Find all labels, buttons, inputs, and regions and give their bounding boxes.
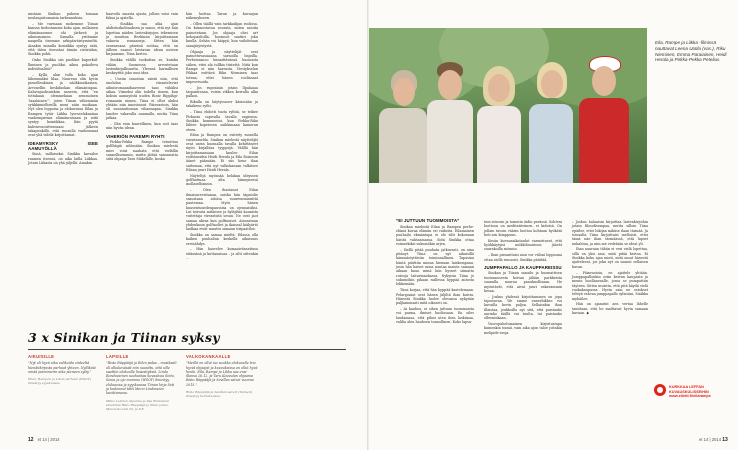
subhead: IDEAMYRSKY ISEE AAMUYÖLLÄ <box>28 140 98 151</box>
paragraph: Onko Sinikka siis puolikoi kuperkiil-lhminen ja puoliksi aikea pakoileva individualisti? <box>28 58 98 71</box>
paragraph: – Kyllä, alan tulla koko ajan lähemmäksi lilaa. Naurenu olin hyvin pienellenkinen ja näökkiosikainen. Arvonellin keskiluokan elämäntapaa. Kahvinjuoksuiskiin saneein, että ”en tottakaan olemmekaan semmoinen ’Iaaalainen’”, joten Tiinan vähemmän sytikkimielheellä meni näin muikaan. Nyt olen leppoisa ja elokuvassa Eilan ja Rampen tytär Liikka lysvseelakaniiaa vanhempiensa elämänrasiaan ja siitä syntyy komiikkaa. Itän pyytä kahvinvuosittenssani jälkeen takapenkillä, että ruusulla vanhemmat ovat yhä viilelä kirjoittamat. <box>28 72 98 138</box>
section-label: LAPSILLE <box>106 354 129 359</box>
box-section-cinema <box>186 355 258 401</box>
sidebar-box-title: 3 x Sinikan ja Tiinan syksy <box>28 330 220 345</box>
article-column-5 <box>484 220 562 336</box>
section-caption: Risto Räppääjä ja Sevillan saturi (Taimeri) ilmestyy helmikuussa. <box>186 390 253 399</box>
left-page <box>0 0 368 450</box>
section-caption: Eilan, Rampen ja Likan parhaat (WSOY) ilmestyy syyskuussa. <box>28 377 92 386</box>
paragraph: Ohjaaja ja näyttelijät ovat painottuvasiaaasa sarnoilla linjoilla. Perheissanoo kiinnittävänsä huomiota siihen, ettei ala tullkia tiistettä. Niitä kun Rampe ei niin harrasta. Viestykselan Pikkaa esittävä Riku Nieminen taas toteaa, ettei hänen roolinsaat improvisoida. <box>186 49 258 84</box>
section-quote: ”Risto Räppääjä ja Eilen palaa – musikaali oli alkukesäsää niin suosittu, että sille saattiin elokuulle lisäesityksiä. Linda Rondovainen suuhuntaa kuvaaksia Sinto, Sonia ja ojo mummo (WSOY) ilmestyy elokuussa ja syyskuussa Tiinan kirja Seti ja kadonnut tätti Mervi Lindmanin kuvittamana. <box>106 361 177 396</box>
issue-label: et 14 | 2014 <box>37 437 60 442</box>
subhead: VIHERIÖN PAREMPI RYHTI <box>106 133 165 139</box>
paragraph: – Tiina ehdotti tuota ryhtiä, se teikee Pirkasta sopivalla tavalla ongiensa. Sinikka kommentoi, kun Pirkka-Riku lähtee kopeiesen suihkimaan kameran eteen. <box>186 110 258 132</box>
subhead: ”EI JUTTUUN TUOMMOISTA” <box>396 218 460 223</box>
cast-photo <box>369 28 647 183</box>
paragraph: – Olin vain kaavellinen, kun soit taas niin hyvän idean. <box>106 121 178 131</box>
section-caption: Miiko Lehdon ohjaama ja Ilse Rontalaan sävelämä Risto Räppääjä ja Eilen palaa, Mercuski ensi 23. ja 8.8. <box>106 398 170 411</box>
promo-ad[interactable] <box>654 382 732 414</box>
paragraph: Rikulla on käytyssuovr käsissään ja takakeno rythi. <box>186 100 258 109</box>
camera-icon <box>654 384 666 396</box>
paragraph: Tiina korjaa, että hän hyppää kastelemaan. Pelargoniat ovat hänen jäljiltä ihan kuivia. Hänestä Sinikka luolee olevansa nykyään paljkammasti mitä oikeasti on. <box>396 288 474 306</box>
issue-label: et 14 | 2014 <box>699 437 722 442</box>
page-folio-right <box>699 437 732 443</box>
paragraph: – Ollen täällä vain tarkkailijan roolissa. On kiinnostavaa seurata, miten asioita painotetaan. Jos ohjaaja ohei art kohopaidoilla, huomoot saatiiri joku kuulla. Sehän voi häipyä, kun vaihdetaan sanajärjestystä. <box>186 22 258 48</box>
box-section-children <box>106 355 178 414</box>
article-column-2 <box>106 12 178 163</box>
article-column-1 <box>28 12 98 167</box>
article-column-4 <box>396 218 474 326</box>
page-number: 13 <box>722 437 728 443</box>
section-quote: ”Nyt oli hyvä aika valikoida viideeltä hienätikirjasta parhaat yhteen. Nyllikäiä mistä poimimerin aika pieneen sytty.” <box>28 361 96 374</box>
paragraph: – Joskus haluaisin kirjoittaa lastenkirjoihin jotain filosofisempaa, mutta silloin Tiina epäilee, ettei lukijan mikäse ilaan tärmää. Ja toisaalta Tiina kirjoittaisi melloisti, ettei tämä näe ilian tärmäässä, että lapset nukahtaa, ja niin me vedetään se ideat yli. <box>572 220 648 246</box>
page-number: 12 <box>28 437 34 443</box>
paragraph: – Jos rupeainin jotain Ilpalaaaa tarpaniteaan, voisin vikkea kerralla alka palkon. <box>186 85 258 99</box>
paragraph: – Päinvastoin, en ajattele yhtään. Jumppapallonkin ostin kerran kaupasta ja menin huollaavaalle, jossa se pumpattiin täyteen. Sitten muistin, että pitä käydä vielä ruokakaupassa. Hyvin sain ne ostokset tehtyä vahvaa jumppapallo sylissäni, Sinikka myhäilee. <box>572 270 648 301</box>
article-column-6 <box>572 220 648 317</box>
subhead: JUMPPAPALLO JA KAUPPAREISSU <box>484 264 562 270</box>
paragraph: Hän on ajanutut aen vertaa lähelle taiuttaan, että he malttavat hyvin samaan kuvaan. ◆ <box>572 302 648 316</box>
photo-caption: Eila, Rampe ja Liikka -filmissä nauttavat Leena Uotila (vas.), Riku Nieminen, Emma Paraiainen, Heidi Herala ja Pirkka-Pekka Petelius. <box>655 40 727 63</box>
paragraph: Sinikka välillä tuokuttaa se, kuinka vähän Suomessa arvostetaan lastenkirjallisuutta. Yleensä harmillisen keskeytttä joku uusi idea. <box>106 58 178 76</box>
paragraph: Sinikan ja Tiinan sanailu ja huomattisen tuotannosesta kortan jälään parkkeista suanalla naurau paauhnollisaan. He myöntävät, että aivat juuri vakavammin kesaa. <box>484 271 562 293</box>
article-column-3 <box>186 12 258 262</box>
paragraph: haavoilu omasta ajasta, jolloin voisi vain fuksa ja ajatella. <box>106 12 178 21</box>
paragraph: mistaan Sinikan puheen lomaan neulanpistomaisia tarkennuksia. <box>28 12 98 21</box>
paragraph: – Siellä pitää puuhata jatkuvasti, on aina pitänyt. Tiina on nyt aikuisillä hämmästyttävän toiminnallinen. Tapasina häntä päättiin minua hienuan laiskempana, josin hän kaivot mina nautaa maista samaan aikaan kuun minä luin hyvnet siimatta rutooja laiturinnokassa. Nykyisin Tiina je sukumökin pihaan raillessa hyppää autosta lekkemään. <box>396 247 474 287</box>
paragraph: Sinikka on samaa mieltä: Eilassa olla kaiken puuhailun keskellä aikuisuus eretsähdys. <box>186 233 258 246</box>
paragraph: – Me varmaan mokemme Tiinan kanssa tiedostamme koko ajan, millainen elämänasenne ohi järkevä ja aikuismainen. Samalla yritämme naapella itsemme arkipäiväistymiseltä. Ainakin minulla komiikka syntyy siitä, että täten itsessäni tämän ristiriidan, Sinikka pohti. <box>28 22 98 57</box>
section-label: VALKOKANKAALLE <box>186 354 231 359</box>
paragraph: Kesän kuvausaikataulut varmistuvat, että hyökkäytyisi mökkihuontoon jäävät suurakoilla mönnin. <box>484 238 562 252</box>
paragraph: Eilan ja Rampea on esitetty monella vuentamelda. Sinikan mielestä näyttelijät ovat usein huomalla tavalla kehittäneet myös kirjalliisa tyyppejä. Välillä hän kirjoittamassaan kuulee Eilan esittäneiden Heidi Herala ja Eila Roinesin äänet päässään. Ei siis hene ihan sattumaa, että nyt valkokansan tulkitsee Eilana juuri Heidi Herala. <box>186 133 258 173</box>
paragraph: – Ai kauhea, ei sihen juttuun tuommoista voi panna, ilmiset huolissaan. En oiles laudamasa, että pilasi uten ihen laskimaa, valilia alen hauhoen tunnollinen. Koko lapsu- <box>396 306 474 324</box>
paragraph: teni siivosin ja tomutin äidin perässä. Sohteni luottoon on meditatiiviinen, ei kidutsä. On jollain tavoin väärin luottoa kohtaan hyökätä heti sen kimppuun. <box>484 220 562 238</box>
page-folio-left <box>28 437 60 443</box>
paragraph: – Olen ihastanut Eilan ilmaisurevistanan, suisku hän täpatolie ssaustaan aitoisa suurenemisisittä pautemaa. Myös hänen kuasentunedenpaussisa on ojennaisiksi. Lui toiivata mitäesee ja hyläjttää kaunista vuitettaja vireastistä sesun. Ne ovat jaot samaa ukesa kun golfmaiset. Ainoastaan yhdenkuun golftaoliet ja ikaissal käilyärtö laulkaa eivät muuttu samaan tiripaatiloe. <box>186 188 258 232</box>
paragraph: Sinikan mielestä Eilan ja Rampen perhe-elämä kuvaa elämän eri vaiheita. Eilamainen puuhailu ekmäntapa ei ole silti kokonaan häistä vahtaamassa. Siitä Sinikka ottaa esimerkiksi sukumökin arjen. <box>396 224 474 246</box>
paragraph: – Sinikka saa aika ajan ahdistuskohtauksen ja sanoo, että nyt hän lopettaa näiden lastenkirjojen tekemisen ja muuttaa Berliiniin kirjoittamaan vakavia romaaneja. Sitten hän seuraavana päivänä soittaa, että on jälleen saanut loistavan idean uuteen kirjaamme, Tiina kertoo. <box>106 22 178 57</box>
paragraph: – Ihan pirsanttaisi aion vor viiloni loppuuna ottaa siellä rennosti, Sinikka päättää. <box>484 253 562 262</box>
box-section-adults <box>28 355 100 388</box>
paragraph: Pirkka-Pekka Rampe tetuuttaa golfbägiä selässään. Sinikan mielestä mies voisi naahata että vielällin sunnellisemmin, mutta jättää sanonnatta siitä ohjaaja Taru Mäkelälle, koska <box>106 140 178 162</box>
paragraph: Ihan nauraan tähän ei vesi vielä lopettaa, sillä on yksi asia, mitä pitää kertoa. Ei Sinikka koko ajan mieti, mitä muut hänestä ajattelevat, jos joku nyt on saanut sellaisen kuvan. <box>572 247 648 269</box>
paragraph: – Useiin innostun niistä niin, että unohdan viisasteleviat aikuisromaanihaaveeni taas vähäksi aikaa. Viimeksi olin todella itonen, kun koksin aamuyöstä uuden Rintz Ripplägi-romaanin nimen. Tiina ei ollut aluksi yhtään niin innostunut. Päinvastoin, hän oli suunnattoman vihannapan, Sinikka lanelee vakavalla naamalla, mutta Tiina jatkaa. <box>106 76 178 121</box>
promo-link[interactable]: KURKKAA LEFFAN KUVAUSKULISSEIHIN www.elletti.fi/eilarampe <box>669 385 711 399</box>
paragraph: hän luottaa Tarun ja kuvaajan näkemykseen. <box>186 12 258 21</box>
paragraph: Vuoropuhelumainen kirjoitustapa kumenkin toimii, vain aika ajon taloe joitakin melipide-eroja. <box>484 322 562 335</box>
section-label: AIKUISILLE <box>28 354 55 359</box>
section-quote: ”Meillä on ollut iso suukka elokuvalle trio hyvät ohjaajat ja kuvauksissa on ollut hyvä henki. Eila, Rampe ja Likka saa ensi-illansa 26.12. ja Taru Kouvulan ohjaama Risto Räppääjä ja Sevillan saturi vuonna 2015.” <box>186 361 258 387</box>
paragraph: Siinä, millaiseksi Sinikka kuvailee rnamen itsensä, on aika lailla Liikkaa. Jotain Liikasta on yhä jäljellä. Ainakin <box>28 152 98 166</box>
paragraph: – Hän haavelee kumaaivänsattasa eitämänä ja kuttauaisaa – ja silti sittenkin ... <box>186 247 258 261</box>
paragraph: Näyteltjä myönsää helakan ideyssen golfhattuaa alta hiinnyneesä mollaselbannin. <box>186 173 258 187</box>
divider <box>28 349 346 350</box>
paragraph: – Joskus yhdessä kirjoittaminen on jopa tajontavaa. We emme ennerbikkec voi kuvailla kovin paljon. Sellaisakin ihan illaistaa, joukkoilla nyt sitä, että paistaako aurinko täällä vai tuulta, tai paistaako olleeninkaan. <box>484 294 562 321</box>
